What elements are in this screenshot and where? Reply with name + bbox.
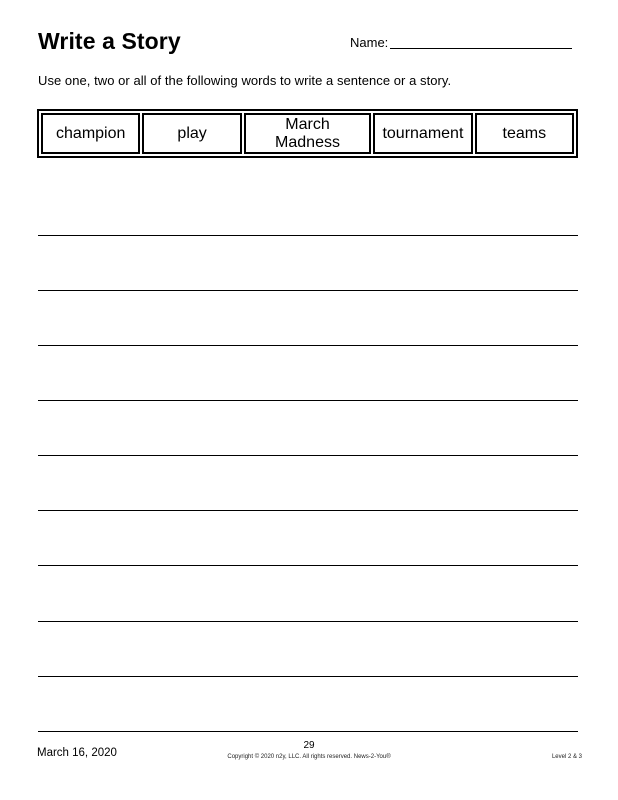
word-bank-cell: tournament xyxy=(373,113,472,154)
word-bank-cell: champion xyxy=(41,113,140,154)
writing-line xyxy=(38,235,578,236)
copyright-notice: Copyright © 2020 n2y, LLC. All rights reserved. News-2-You® xyxy=(227,754,391,760)
name-field xyxy=(350,35,572,51)
writing-line xyxy=(38,345,578,346)
word-bank xyxy=(37,109,578,158)
level-label: Level 2 & 3 xyxy=(551,754,582,760)
name-label: Name: xyxy=(350,35,389,50)
writing-line xyxy=(38,290,578,291)
writing-line xyxy=(38,455,578,456)
word-bank-cell: teams xyxy=(475,113,574,154)
writing-line xyxy=(38,731,578,732)
writing-line xyxy=(38,565,578,566)
word-bank-cell: play xyxy=(142,113,241,154)
writing-line xyxy=(38,621,578,622)
page-number: 29 xyxy=(303,740,315,751)
name-blank-line xyxy=(390,48,572,49)
word-bank-cell: March Madness xyxy=(244,113,371,154)
instructions-text: Use one, two or all of the following words to write a sentence or a story. xyxy=(38,73,452,88)
writing-line xyxy=(38,400,578,401)
writing-line xyxy=(38,510,578,511)
page-title: Write a Story xyxy=(38,28,181,54)
writing-line xyxy=(38,676,578,677)
footer-date: March 16, 2020 xyxy=(37,747,117,759)
